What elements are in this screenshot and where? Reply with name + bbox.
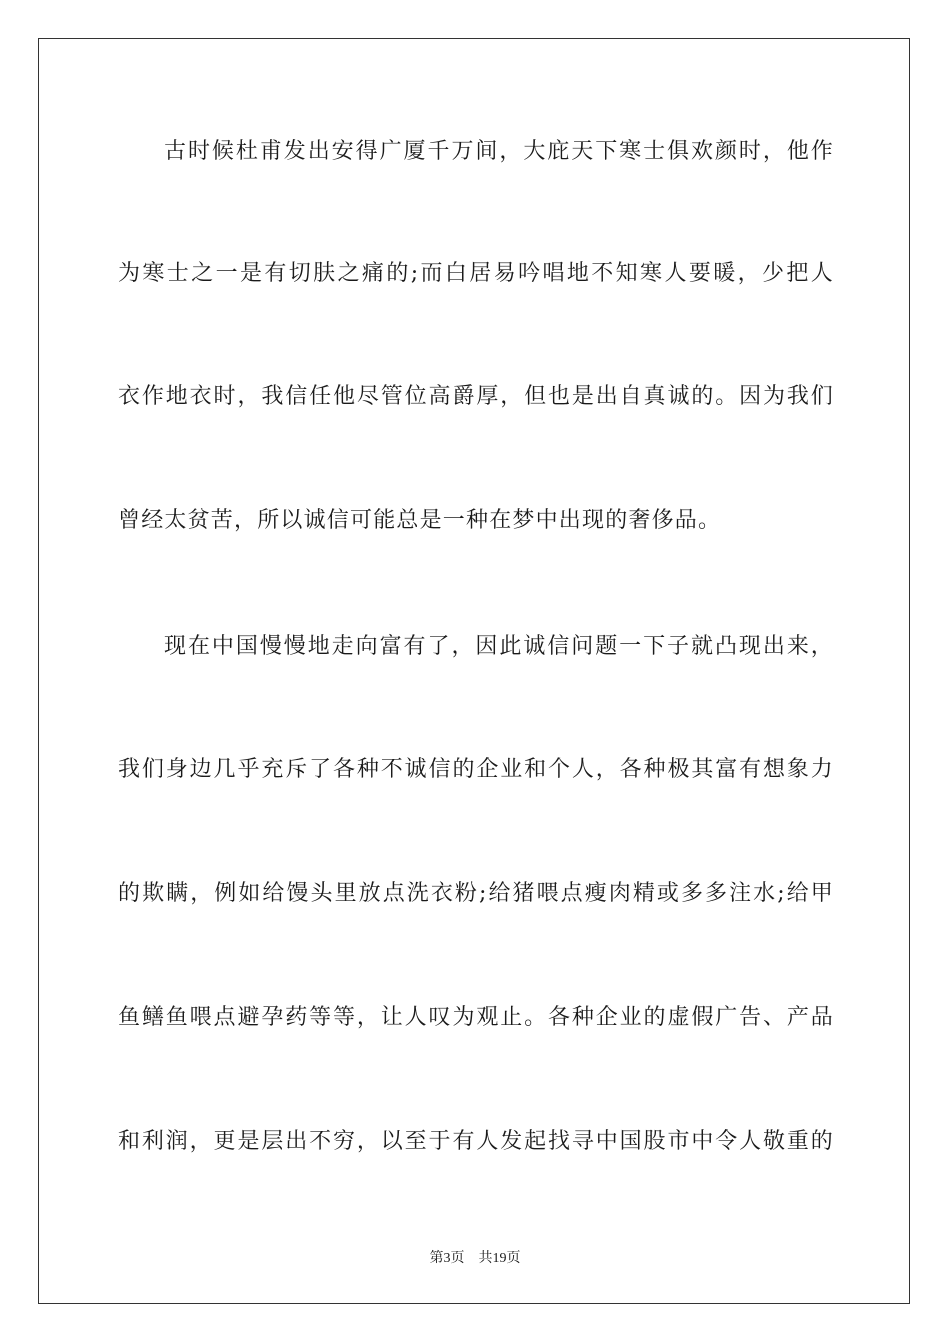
paragraph-2-line-5: 和利润，更是层出不穷，以至于有人发起找寻中国股市中令人敬重的 — [118, 1129, 834, 1154]
paragraph-2-line-2: 我们身边几乎充斥了各种不诚信的企业和个人，各种极其富有想象力 — [118, 757, 834, 782]
paragraph-2-line-1: 现在中国慢慢地走向富有了，因此诚信问题一下子就凸现出来， — [164, 634, 834, 659]
paragraph-1-line-3: 衣作地衣时，我信任他尽管位高爵厚，但也是出自真诚的。因为我们 — [118, 384, 834, 409]
page-number: 第3页 — [429, 1251, 465, 1266]
paragraph-1-line-1: 古时候杜甫发出安得广厦千万间，大庇天下寒士俱欢颜时，他作 — [164, 139, 834, 164]
paragraph-2-line-3: 的欺瞒，例如给馒头里放点洗衣粉;给猪喂点瘦肉精或多多注水;给甲 — [118, 881, 834, 906]
paragraph-1-line-4: 曾经太贫苦，所以诚信可能总是一种在梦中出现的奢侈品。 — [118, 508, 722, 533]
page-border — [38, 38, 910, 1304]
paragraph-1-line-2: 为寒士之一是有切肤之痛的;而白居易吟唱地不知寒人要暖，少把人 — [118, 261, 834, 286]
paragraph-2-line-4: 鱼鳝鱼喂点避孕药等等，让人叹为观止。各种企业的虚假广告、产品 — [118, 1005, 834, 1030]
page-footer — [0, 1247, 950, 1267]
total-pages: 共19页 — [478, 1251, 521, 1266]
